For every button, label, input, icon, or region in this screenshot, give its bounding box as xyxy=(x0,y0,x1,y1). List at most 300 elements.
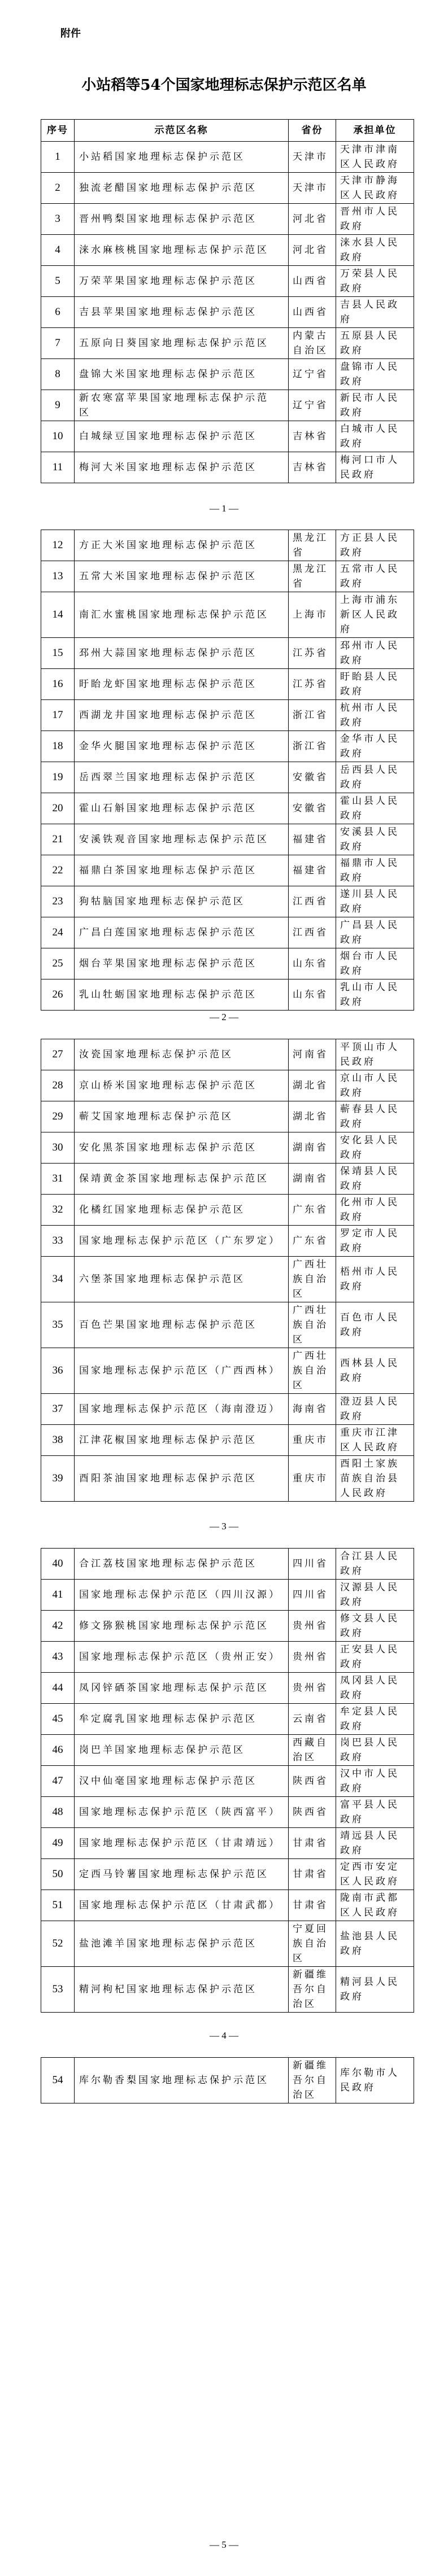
zone-name: 涞水麻核桃国家地理标志保护示范区 xyxy=(79,244,269,256)
seq-number-cell xyxy=(41,266,75,297)
province: 四川省 xyxy=(293,1589,328,1600)
seq-number: 51 xyxy=(52,1899,63,1911)
seq-number-cell xyxy=(41,917,75,948)
province: 贵州省 xyxy=(293,1651,328,1663)
province-cell xyxy=(289,669,336,700)
province-cell xyxy=(289,1257,336,1302)
zone-name: 霍山石斛国家地理标志保护示范区 xyxy=(79,803,257,814)
page-number: — 5 — xyxy=(210,2539,238,2550)
seq-number-cell xyxy=(41,1101,75,1132)
seq-number: 10 xyxy=(52,430,63,442)
responsible-unit: 白城市人民政府 xyxy=(340,423,399,449)
province: 广东省 xyxy=(293,1235,328,1247)
seq-number: 9 xyxy=(55,399,60,411)
zone-name: 修文猕猴桃国家地理标志保护示范区 xyxy=(79,1620,269,1632)
responsible-unit: 化州市人民政府 xyxy=(340,1197,399,1223)
table-row xyxy=(41,1549,414,1580)
province-cell xyxy=(289,297,336,328)
province-cell xyxy=(289,266,336,297)
zone-name-cell xyxy=(75,917,289,948)
responsible-unit: 广昌县人民政府 xyxy=(340,920,399,946)
responsible-unit-cell xyxy=(336,359,414,390)
seq-number: 19 xyxy=(52,771,63,783)
responsible-unit: 五常市人民政府 xyxy=(340,563,399,589)
zone-name: 安化黑茶国家地理标志保护示范区 xyxy=(79,1142,257,1153)
responsible-unit-cell xyxy=(336,390,414,421)
province-cell xyxy=(289,1921,336,1967)
table-row xyxy=(41,1394,414,1425)
responsible-unit-cell xyxy=(336,793,414,824)
page-number: — 2 — xyxy=(210,1012,238,1022)
responsible-unit: 安溪县人民政府 xyxy=(340,826,399,852)
responsible-unit: 汉中市人民政府 xyxy=(340,1768,399,1794)
zone-name-cell xyxy=(75,297,289,328)
seq-number: 7 xyxy=(55,337,60,349)
province: 吉林省 xyxy=(293,462,328,473)
seq-number-cell xyxy=(41,1257,75,1302)
province: 天津市 xyxy=(293,151,328,163)
zone-name: 汉中仙毫国家地理标志保护示范区 xyxy=(79,1775,257,1787)
province-cell xyxy=(289,824,336,855)
seq-number-cell xyxy=(41,948,75,979)
zone-name: 小站稻国家地理标志保护示范区 xyxy=(79,151,245,163)
demonstration-zone-table xyxy=(41,1039,414,1502)
responsible-unit-cell xyxy=(336,731,414,762)
seq-number: 45 xyxy=(52,1713,63,1725)
responsible-unit: 金华市人民政府 xyxy=(340,733,399,759)
province-cell xyxy=(289,452,336,483)
zone-name-cell xyxy=(75,1549,289,1580)
seq-number-cell xyxy=(41,1302,75,1348)
seq-number: 34 xyxy=(52,1273,63,1285)
seq-number-cell xyxy=(41,1070,75,1101)
zone-name-cell xyxy=(75,452,289,483)
seq-number: 54 xyxy=(52,2074,63,2086)
responsible-unit: 保靖县人民政府 xyxy=(340,1166,399,1192)
responsible-unit-cell xyxy=(336,700,414,731)
seq-number-cell xyxy=(41,1164,75,1195)
zone-name-cell xyxy=(75,1580,289,1611)
responsible-unit: 烟台市人民政府 xyxy=(340,951,399,977)
table-header-row xyxy=(41,120,414,142)
table-row xyxy=(41,1766,414,1797)
seq-number: 33 xyxy=(52,1235,63,1247)
seq-number: 30 xyxy=(52,1142,63,1153)
table-row xyxy=(41,917,414,948)
responsible-unit: 万荣县人民政府 xyxy=(340,268,399,294)
responsible-unit-cell xyxy=(336,452,414,483)
zone-name: 保靖黄金茶国家地理标志保护示范区 xyxy=(79,1173,269,1184)
attachment-label: 附件 xyxy=(60,28,81,40)
responsible-unit-cell xyxy=(336,1302,414,1348)
seq-number: 14 xyxy=(52,609,63,620)
page-number: — 3 — xyxy=(210,1521,238,1532)
zone-name: 国家地理标志保护示范区（广西西林） xyxy=(79,1365,281,1376)
zone-name-cell xyxy=(75,1226,289,1257)
zone-name-cell xyxy=(75,1642,289,1673)
seq-number: 40 xyxy=(52,1558,63,1569)
seq-number-cell xyxy=(41,638,75,669)
responsible-unit: 涞水县人民政府 xyxy=(340,237,399,263)
zone-name: 五常大米国家地理标志保护示范区 xyxy=(79,571,257,582)
province: 重庆市 xyxy=(293,1434,328,1446)
responsible-unit-cell xyxy=(336,328,414,359)
zone-name: 国家地理标志保护示范区（陕西富平） xyxy=(79,1807,281,1818)
zone-name-cell xyxy=(75,421,289,452)
province: 辽宁省 xyxy=(293,400,328,411)
table-row xyxy=(41,1101,414,1132)
responsible-unit-cell xyxy=(336,948,414,979)
province-cell xyxy=(289,1611,336,1642)
responsible-unit-cell xyxy=(336,561,414,592)
province-cell xyxy=(289,1226,336,1257)
seq-number: 4 xyxy=(55,244,60,256)
province-cell xyxy=(289,235,336,266)
province: 黑龙江省 xyxy=(293,532,328,558)
page-table-block xyxy=(41,2057,414,2103)
table-row xyxy=(41,592,414,638)
responsible-unit-cell xyxy=(336,1195,414,1226)
responsible-unit: 合江县人民政府 xyxy=(340,1551,399,1577)
zone-name: 狗牯脑国家地理标志保护示范区 xyxy=(79,896,245,907)
zone-name-cell xyxy=(75,1195,289,1226)
zone-name-cell xyxy=(75,1164,289,1195)
province: 陕西省 xyxy=(293,1775,328,1787)
seq-number: 17 xyxy=(52,709,63,721)
zone-name-cell xyxy=(75,1673,289,1704)
zone-name: 梅河大米国家地理标志保护示范区 xyxy=(79,462,257,473)
province: 湖北省 xyxy=(293,1080,328,1091)
province: 甘肃省 xyxy=(293,1869,328,1880)
zone-name-cell xyxy=(75,359,289,390)
responsible-unit-cell xyxy=(336,1456,414,1502)
zone-name-cell xyxy=(75,855,289,886)
province: 浙江省 xyxy=(293,741,328,752)
table-row xyxy=(41,142,414,173)
province: 江苏省 xyxy=(293,679,328,690)
seq-number-cell xyxy=(41,700,75,731)
seq-number-cell xyxy=(41,1348,75,1394)
province-cell xyxy=(289,700,336,731)
province: 广西壮族自治区 xyxy=(293,1305,328,1345)
province: 浙江省 xyxy=(293,710,328,721)
province: 广西壮族自治区 xyxy=(293,1350,328,1391)
zone-name-cell xyxy=(75,2058,289,2103)
province: 新疆维吾尔自治区 xyxy=(293,1969,328,2010)
responsible-unit-cell xyxy=(336,1164,414,1195)
seq-number: 43 xyxy=(52,1651,63,1663)
province-cell xyxy=(289,1828,336,1859)
zone-name-cell xyxy=(75,1890,289,1921)
responsible-unit: 新民市人民政府 xyxy=(340,392,399,418)
table-row xyxy=(41,297,414,328)
responsible-unit-cell xyxy=(336,886,414,917)
responsible-unit: 库尔勒市人民政府 xyxy=(340,2067,399,2093)
responsible-unit: 霍山县人民政府 xyxy=(340,795,399,821)
seq-number: 8 xyxy=(55,368,60,380)
zone-name-cell xyxy=(75,1797,289,1828)
zone-name: 福鼎白茶国家地理标志保护示范区 xyxy=(79,865,257,876)
zone-name-cell xyxy=(75,1257,289,1302)
zone-name: 西湖龙井国家地理标志保护示范区 xyxy=(79,710,257,721)
table-row xyxy=(41,1039,414,1070)
seq-number-cell xyxy=(41,235,75,266)
seq-number-cell xyxy=(41,1425,75,1456)
responsible-unit-cell xyxy=(336,592,414,638)
zone-name: 汝瓷国家地理标志保护示范区 xyxy=(79,1049,233,1060)
demonstration-zone-table xyxy=(41,119,414,483)
zone-name: 国家地理标志保护示范区（广东罗定） xyxy=(79,1235,281,1247)
table-row xyxy=(41,173,414,204)
responsible-unit-cell xyxy=(336,1967,414,2013)
column-header-seq-number: 序号 xyxy=(41,120,75,142)
zone-name: 化橘红国家地理标志保护示范区 xyxy=(79,1204,245,1215)
zone-name: 岳西翠兰国家地理标志保护示范区 xyxy=(79,772,257,783)
province: 广西壮族自治区 xyxy=(293,1259,328,1300)
province: 海南省 xyxy=(293,1403,328,1415)
responsible-unit-cell xyxy=(336,1673,414,1704)
table-row xyxy=(41,1642,414,1673)
table-row xyxy=(41,700,414,731)
responsible-unit: 邳州市人民政府 xyxy=(340,640,399,666)
province-cell xyxy=(289,1101,336,1132)
table-row xyxy=(41,1735,414,1766)
province-cell xyxy=(289,855,336,886)
zone-name: 烟台苹果国家地理标志保护示范区 xyxy=(79,958,257,969)
table-row xyxy=(41,1425,414,1456)
seq-number: 22 xyxy=(52,864,63,876)
province: 云南省 xyxy=(293,1713,328,1725)
province-cell xyxy=(289,948,336,979)
responsible-unit-cell xyxy=(336,1766,414,1797)
province: 山西省 xyxy=(293,275,328,287)
zone-name-cell xyxy=(75,390,289,421)
seq-number-cell xyxy=(41,1828,75,1859)
responsible-unit: 牟定县人民政府 xyxy=(340,1706,399,1732)
province-cell xyxy=(289,1070,336,1101)
seq-number: 11 xyxy=(52,461,63,473)
province-cell xyxy=(289,142,336,173)
zone-name: 万荣苹果国家地理标志保护示范区 xyxy=(79,275,257,287)
province: 上海市 xyxy=(293,609,328,620)
seq-number-cell xyxy=(41,1226,75,1257)
zone-name: 国家地理标志保护示范区（四川汉源） xyxy=(79,1589,281,1600)
seq-number-cell xyxy=(41,1735,75,1766)
province-cell xyxy=(289,1425,336,1456)
zone-name: 定西马铃薯国家地理标志保护示范区 xyxy=(79,1869,269,1880)
responsible-unit: 陇南市武都区人民政府 xyxy=(340,1892,399,1918)
table-row xyxy=(41,638,414,669)
seq-number-cell xyxy=(41,793,75,824)
seq-number-cell xyxy=(41,855,75,886)
table-row xyxy=(41,235,414,266)
seq-number-cell xyxy=(41,592,75,638)
responsible-unit: 盐池县人民政府 xyxy=(340,1931,399,1957)
seq-number: 47 xyxy=(52,1775,63,1787)
zone-name-cell xyxy=(75,328,289,359)
seq-number-cell xyxy=(41,1797,75,1828)
table-row xyxy=(41,1797,414,1828)
responsible-unit-cell xyxy=(336,421,414,452)
table-row xyxy=(41,452,414,483)
province: 湖南省 xyxy=(293,1173,328,1184)
province-cell xyxy=(289,1797,336,1828)
zone-name-cell xyxy=(75,235,289,266)
responsible-unit-cell xyxy=(336,1425,414,1456)
responsible-unit-cell xyxy=(336,2058,414,2103)
table-row xyxy=(41,762,414,793)
province-cell xyxy=(289,421,336,452)
seq-number: 25 xyxy=(52,957,63,969)
responsible-unit-cell xyxy=(336,297,414,328)
province: 新疆维吾尔自治区 xyxy=(293,2060,328,2101)
province: 河北省 xyxy=(293,244,328,256)
table-row xyxy=(41,793,414,824)
responsible-unit: 罗定市人民政府 xyxy=(340,1228,399,1254)
seq-number: 28 xyxy=(52,1079,63,1091)
responsible-unit-cell xyxy=(336,235,414,266)
province-cell xyxy=(289,1132,336,1164)
table-row xyxy=(41,561,414,592)
table-row xyxy=(41,669,414,700)
province: 安徽省 xyxy=(293,772,328,783)
zone-name: 百色芒果国家地理标志保护示范区 xyxy=(79,1319,257,1331)
province-cell xyxy=(289,1039,336,1070)
zone-name: 五原向日葵国家地理标志保护示范区 xyxy=(79,338,269,349)
zone-name-cell xyxy=(75,1456,289,1502)
seq-number: 27 xyxy=(52,1048,63,1060)
responsible-unit: 澄迈县人民政府 xyxy=(340,1396,399,1422)
seq-number: 32 xyxy=(52,1204,63,1215)
responsible-unit-cell xyxy=(336,638,414,669)
province: 重庆市 xyxy=(293,1473,328,1484)
responsible-unit-cell xyxy=(336,762,414,793)
zone-name-cell xyxy=(75,700,289,731)
zone-name-cell xyxy=(75,142,289,173)
province-cell xyxy=(289,1348,336,1394)
responsible-unit-cell xyxy=(336,1070,414,1101)
zone-name-cell xyxy=(75,1070,289,1101)
province: 辽宁省 xyxy=(293,369,328,380)
seq-number: 53 xyxy=(52,1983,63,1995)
seq-number-cell xyxy=(41,1132,75,1164)
province-cell xyxy=(289,1704,336,1735)
seq-number-cell xyxy=(41,1611,75,1642)
responsible-unit-cell xyxy=(336,530,414,561)
seq-number-cell xyxy=(41,390,75,421)
responsible-unit: 凤冈县人民政府 xyxy=(340,1675,399,1701)
responsible-unit-cell xyxy=(336,1704,414,1735)
zone-name-cell xyxy=(75,561,289,592)
province: 江苏省 xyxy=(293,648,328,659)
responsible-unit-cell xyxy=(336,1101,414,1132)
responsible-unit: 安化县人民政府 xyxy=(340,1135,399,1161)
demonstration-zone-table xyxy=(41,530,414,1011)
responsible-unit-cell xyxy=(336,1797,414,1828)
responsible-unit-cell xyxy=(336,979,414,1011)
table-row xyxy=(41,1673,414,1704)
responsible-unit-cell xyxy=(336,1735,414,1766)
responsible-unit-cell xyxy=(336,1394,414,1425)
seq-number: 21 xyxy=(52,833,63,845)
province-cell xyxy=(289,1164,336,1195)
seq-number-cell xyxy=(41,669,75,700)
zone-name-cell xyxy=(75,824,289,855)
table-row xyxy=(41,1967,414,2013)
seq-number-cell xyxy=(41,1704,75,1735)
responsible-unit-cell xyxy=(336,855,414,886)
province-cell xyxy=(289,979,336,1011)
table-row xyxy=(41,359,414,390)
province-cell xyxy=(289,561,336,592)
seq-number: 42 xyxy=(52,1620,63,1632)
province-cell xyxy=(289,1859,336,1890)
province: 江西省 xyxy=(293,927,328,938)
province-cell xyxy=(289,359,336,390)
zone-name: 金华火腿国家地理标志保护示范区 xyxy=(79,741,257,752)
zone-name-cell xyxy=(75,886,289,917)
responsible-unit: 天津市津南区人民政府 xyxy=(340,144,399,170)
responsible-unit: 岳西县人民政府 xyxy=(340,764,399,790)
seq-number: 36 xyxy=(52,1364,63,1376)
zone-name-cell xyxy=(75,266,289,297)
responsible-unit-cell xyxy=(336,1549,414,1580)
province-cell xyxy=(289,390,336,421)
responsible-unit: 梧州市人民政府 xyxy=(340,1266,399,1292)
responsible-unit-cell xyxy=(336,266,414,297)
province-cell xyxy=(289,1394,336,1425)
table-row xyxy=(41,530,414,561)
table-row xyxy=(41,1580,414,1611)
zone-name: 蕲艾国家地理标志保护示范区 xyxy=(79,1111,233,1122)
zone-name-cell xyxy=(75,793,289,824)
seq-number-cell xyxy=(41,1195,75,1226)
province: 湖南省 xyxy=(293,1142,328,1153)
seq-number: 13 xyxy=(52,570,63,582)
seq-number: 38 xyxy=(52,1434,63,1446)
table-row xyxy=(41,948,414,979)
seq-number: 18 xyxy=(52,740,63,752)
seq-number: 37 xyxy=(52,1403,63,1415)
responsible-unit-cell xyxy=(336,917,414,948)
responsible-unit: 盘锦市人民政府 xyxy=(340,361,399,387)
seq-number-cell xyxy=(41,530,75,561)
responsible-unit-cell xyxy=(336,1859,414,1890)
seq-number-cell xyxy=(41,1859,75,1890)
table-row xyxy=(41,1132,414,1164)
province: 黑龙江省 xyxy=(293,563,328,589)
province-cell xyxy=(289,762,336,793)
province-cell xyxy=(289,173,336,204)
zone-name: 安溪铁观音国家地理标志保护示范区 xyxy=(79,834,269,845)
province: 河南省 xyxy=(293,1049,328,1060)
zone-name-cell xyxy=(75,530,289,561)
zone-name: 盘锦大米国家地理标志保护示范区 xyxy=(79,369,257,380)
page-table-block xyxy=(41,530,414,1011)
seq-number: 52 xyxy=(52,1938,63,1949)
zone-name-cell xyxy=(75,1611,289,1642)
seq-number-cell xyxy=(41,1549,75,1580)
seq-number: 15 xyxy=(52,647,63,659)
responsible-unit: 汉源县人民政府 xyxy=(340,1582,399,1608)
zone-name: 酉阳茶油国家地理标志保护示范区 xyxy=(79,1473,257,1484)
province-cell xyxy=(289,1967,336,2013)
responsible-unit: 上海市浦东新区人民政府 xyxy=(340,594,399,635)
province: 江西省 xyxy=(293,896,328,907)
province-cell xyxy=(289,1766,336,1797)
seq-number: 46 xyxy=(52,1744,63,1756)
table-row xyxy=(41,1890,414,1921)
